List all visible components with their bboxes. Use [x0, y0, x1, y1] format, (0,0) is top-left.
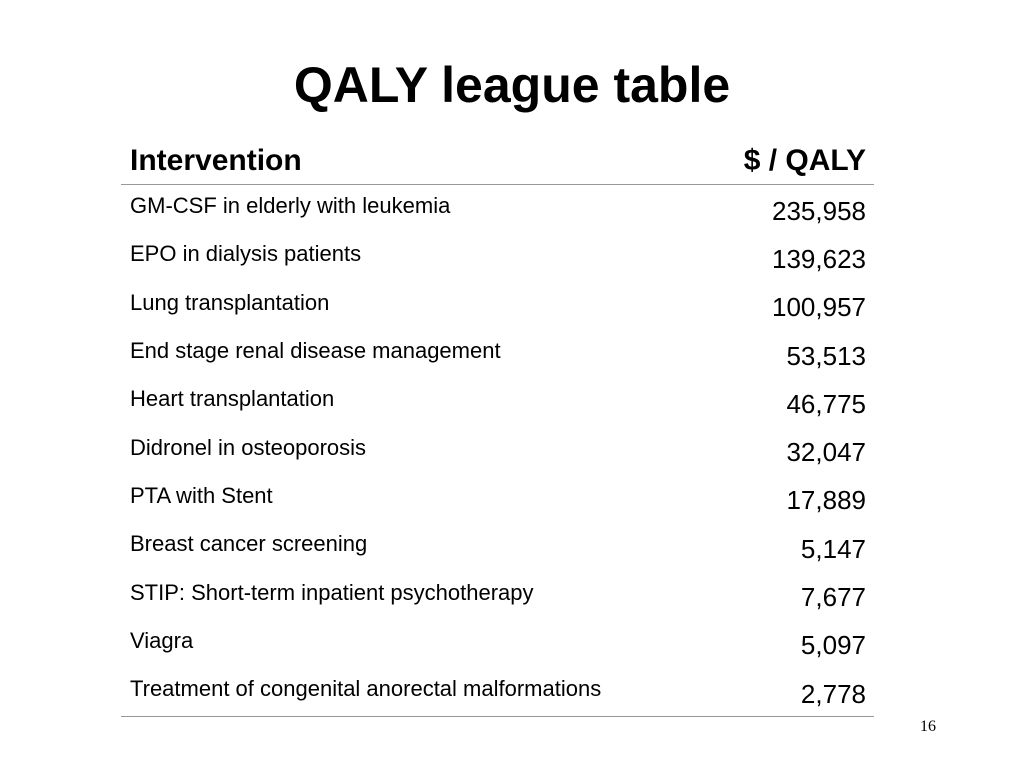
- table-row: [121, 233, 874, 281]
- intervention-cell: STIP: Short-term inpatient psychotherapy: [130, 579, 534, 605]
- cost-per-qaly-cell: 100,957: [772, 292, 866, 323]
- page-number: 16: [920, 718, 936, 735]
- cost-per-qaly-cell: 53,513: [786, 340, 866, 371]
- table-row: [121, 185, 874, 234]
- table-header-row: [121, 138, 874, 185]
- slide-title: QALY league table: [293, 57, 731, 113]
- intervention-cell: Breast cancer screening: [130, 531, 368, 557]
- cost-per-qaly-cell: 32,047: [786, 437, 866, 468]
- intervention-cell: Treatment of congenital anorectal malformations: [121, 665, 707, 714]
- table-row: [121, 475, 874, 523]
- intervention-cell: PTA with Stent: [130, 482, 273, 508]
- cost-per-qaly-cell: 7,677: [800, 582, 866, 613]
- table-row: [121, 330, 874, 378]
- cost-per-qaly-cell: 17,889: [786, 485, 866, 516]
- intervention-cell: EPO in dialysis patients: [130, 241, 362, 267]
- table-row: [121, 571, 874, 619]
- table-row: [121, 523, 874, 571]
- table-row: [121, 378, 874, 426]
- table-row: [121, 426, 874, 474]
- intervention-cell: Lung transplantation: [130, 289, 330, 315]
- cost-per-qaly-cell: 235,958: [772, 195, 866, 226]
- intervention-column-header: Intervention: [121, 138, 707, 185]
- table-header: [121, 138, 874, 185]
- intervention-cell: End stage renal disease management: [130, 338, 501, 364]
- table-row: [121, 668, 874, 717]
- intervention-cell: Heart transplantation: [130, 386, 335, 412]
- table-row: [121, 620, 874, 668]
- table-body: [121, 185, 874, 717]
- cost-per-qaly-cell: 5,147: [800, 533, 866, 564]
- cost-per-qaly-cell: 5,097: [800, 630, 866, 661]
- intervention-cell: GM-CSF in elderly with leukemia: [130, 193, 451, 219]
- cost-per-qaly-column-header: $ / QALY: [707, 138, 874, 185]
- intervention-cell: Didronel in osteoporosis: [130, 434, 367, 460]
- table-row: [121, 282, 874, 330]
- cost-per-qaly-cell: 139,623: [772, 243, 866, 274]
- intervention-cell: Viagra: [130, 627, 194, 653]
- qaly-league-table: [121, 138, 874, 717]
- cost-per-qaly-cell: 2,778: [707, 670, 874, 719]
- cost-per-qaly-cell: 46,775: [786, 388, 866, 419]
